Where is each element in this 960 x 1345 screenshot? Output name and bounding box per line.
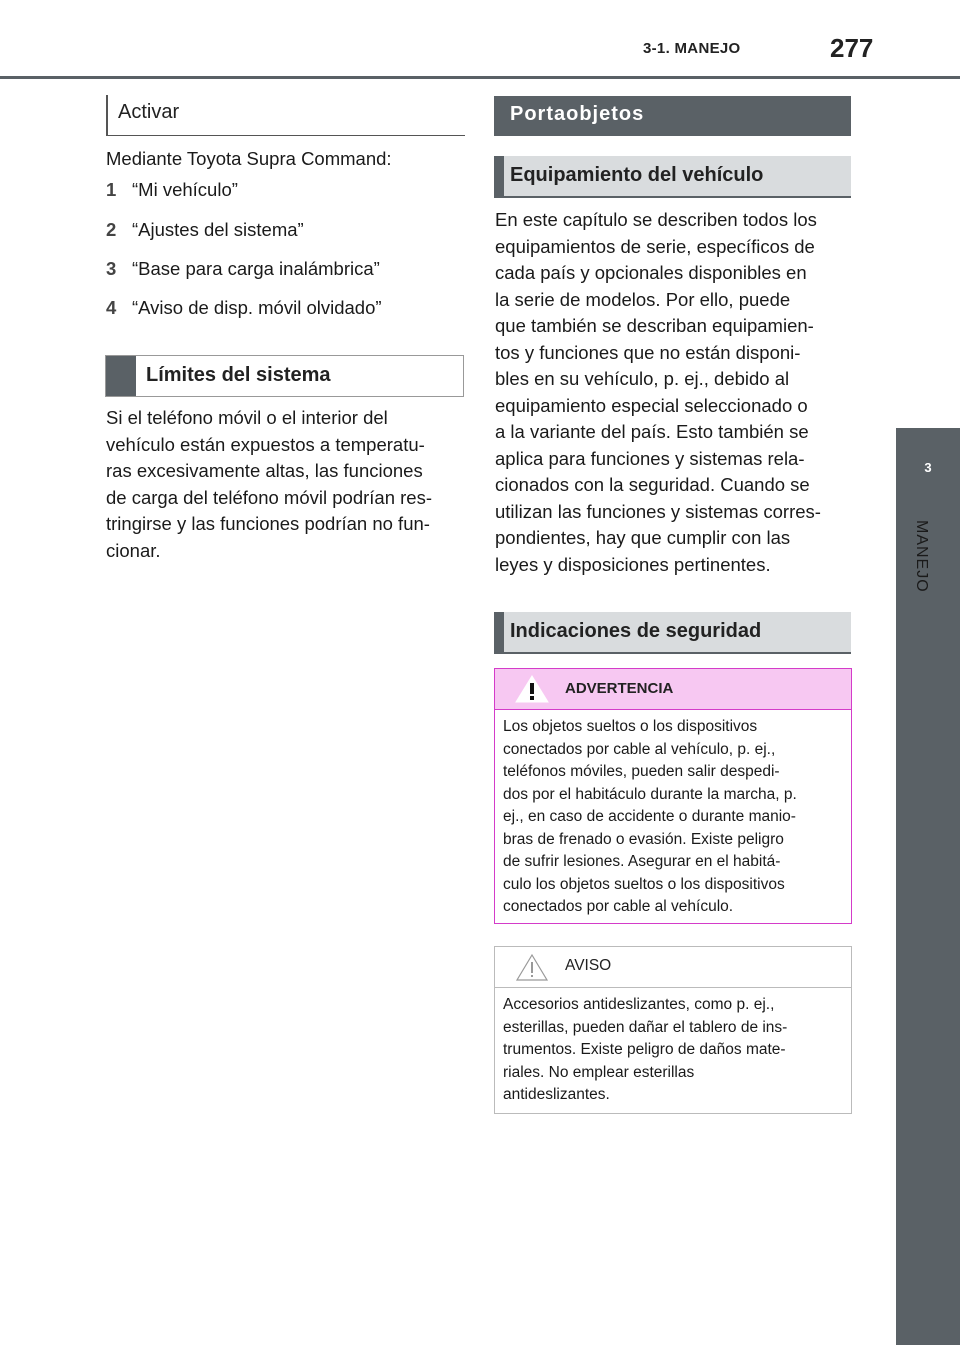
text-line: ej., en caso de accidente o durante manio- (503, 808, 796, 825)
text-line: esterillas, pueden dañar el tablero de ins- (503, 1018, 788, 1036)
heading-bar (494, 612, 504, 652)
step-number: 4 (106, 297, 117, 318)
warning-box (494, 668, 852, 924)
text-line: dos por el habitáculo durante la marcha, p. (503, 785, 797, 803)
text-line: tos y funciones que no están disponi- (495, 341, 801, 363)
text-line: En este capítulo se describen todos los (495, 209, 817, 230)
text-line: pondientes, hay que cumplir con las (495, 527, 791, 548)
text-line: Los objetos sueltos o los dispositivos (503, 718, 758, 735)
notice-text (495, 988, 851, 1113)
warning-triangle-outline-icon (515, 953, 549, 981)
equip-paragraph (495, 207, 855, 578)
text-line: cionados con la seguridad. Cuando se (495, 474, 810, 495)
chapter-side-bar (896, 508, 960, 1345)
step-number: 1 (106, 179, 117, 200)
step-text: “Base para carga inalámbrica” (132, 258, 380, 279)
step-4 (106, 295, 382, 322)
text-line: bles en su vehículo, p. ej., debido al (495, 368, 790, 389)
step-text: “Mi vehículo” (132, 179, 238, 200)
text-line: conectados por cable al vehículo, p. ej., (503, 740, 776, 758)
step-2 (106, 217, 304, 244)
warning-title-bar (495, 669, 851, 710)
text-line: riales. No emplear esterillas (503, 1063, 695, 1081)
text-line: teléfonos móviles, pueden salir despedi- (503, 763, 780, 780)
text-line: Accesorios antideslizantes, como p. ej., (503, 996, 775, 1013)
warning-title: ADVERTENCIA (565, 680, 674, 697)
step-3 (106, 256, 380, 283)
text-line: Si el teléfono móvil o el interior del (106, 407, 388, 428)
warning-text (495, 710, 851, 925)
text-line: antideslizantes. (503, 1086, 610, 1103)
section-title: 3-1. MANEJO (643, 40, 741, 57)
heading-bar (494, 156, 504, 196)
text-line: vehículo están expuestos a temperatu- (106, 433, 425, 455)
limits-paragraph (106, 405, 466, 564)
text-line: cada país y opcionales disponibles en (495, 262, 807, 283)
text-line: de sufrir lesiones. Asegurar en el habitá- (503, 853, 781, 870)
text-line: equipamientos de serie, específicos de (495, 235, 815, 257)
text-line: leyes y disposiciones pertinentes. (495, 553, 771, 575)
page-number: 277 (830, 33, 874, 63)
step-1 (106, 177, 238, 204)
safety-title: Indicaciones de seguridad (510, 620, 762, 642)
step-number: 3 (106, 258, 117, 279)
notice-title: AVISO (565, 957, 612, 974)
text-line: a la variante del país. Esto también se (495, 421, 809, 442)
intro-text: Mediante Toyota Supra Command: (106, 148, 392, 169)
step-text: “Ajustes del sistema” (132, 219, 304, 240)
activar-heading (106, 95, 465, 136)
text-line: culo los objetos sueltos o los dispositivos (503, 875, 785, 893)
chapter-tab: 3 (896, 428, 960, 508)
text-line: la serie de modelos. Por ello, puede (495, 288, 791, 310)
chapter-side-label: MANEJO (913, 520, 930, 593)
header-rule (0, 76, 960, 79)
portaobjetos-heading (494, 96, 851, 136)
limits-heading (105, 355, 464, 397)
text-line: tringirse y las funciones podrían no fun- (106, 513, 430, 534)
step-number: 2 (106, 219, 117, 240)
text-line: cionar. (106, 539, 161, 561)
limits-title: Límites del sistema (146, 364, 331, 386)
activar-title: Activar (118, 101, 180, 123)
equip-heading (494, 156, 851, 198)
heading-bar (106, 356, 136, 396)
step-text: “Aviso de disp. móvil olvidado” (132, 297, 382, 318)
equip-title: Equipamiento del vehículo (510, 164, 764, 186)
text-line: equipamiento especial seleccionado o (495, 394, 808, 416)
text-line: ras excesivamente altas, las funciones (106, 460, 423, 481)
text-line: conectados por cable al vehículo. (503, 898, 734, 915)
text-line: utilizan las funciones y sistemas corres- (495, 500, 821, 522)
warning-triangle-filled-icon (515, 675, 549, 703)
text-line: que también se describan equipamien- (495, 315, 814, 336)
text-line: bras de frenado o evasión. Existe peligro (503, 830, 784, 848)
text-line: aplica para funciones y sistemas rela- (495, 447, 805, 469)
text-line: de carga del teléfono móvil podrían res- (106, 486, 432, 508)
notice-box (494, 946, 852, 1114)
portaobjetos-title: Portaobjetos (510, 103, 645, 125)
safety-heading (494, 612, 851, 654)
notice-title-bar (495, 947, 851, 988)
text-line: trumentos. Existe peligro de daños mate- (503, 1041, 786, 1058)
